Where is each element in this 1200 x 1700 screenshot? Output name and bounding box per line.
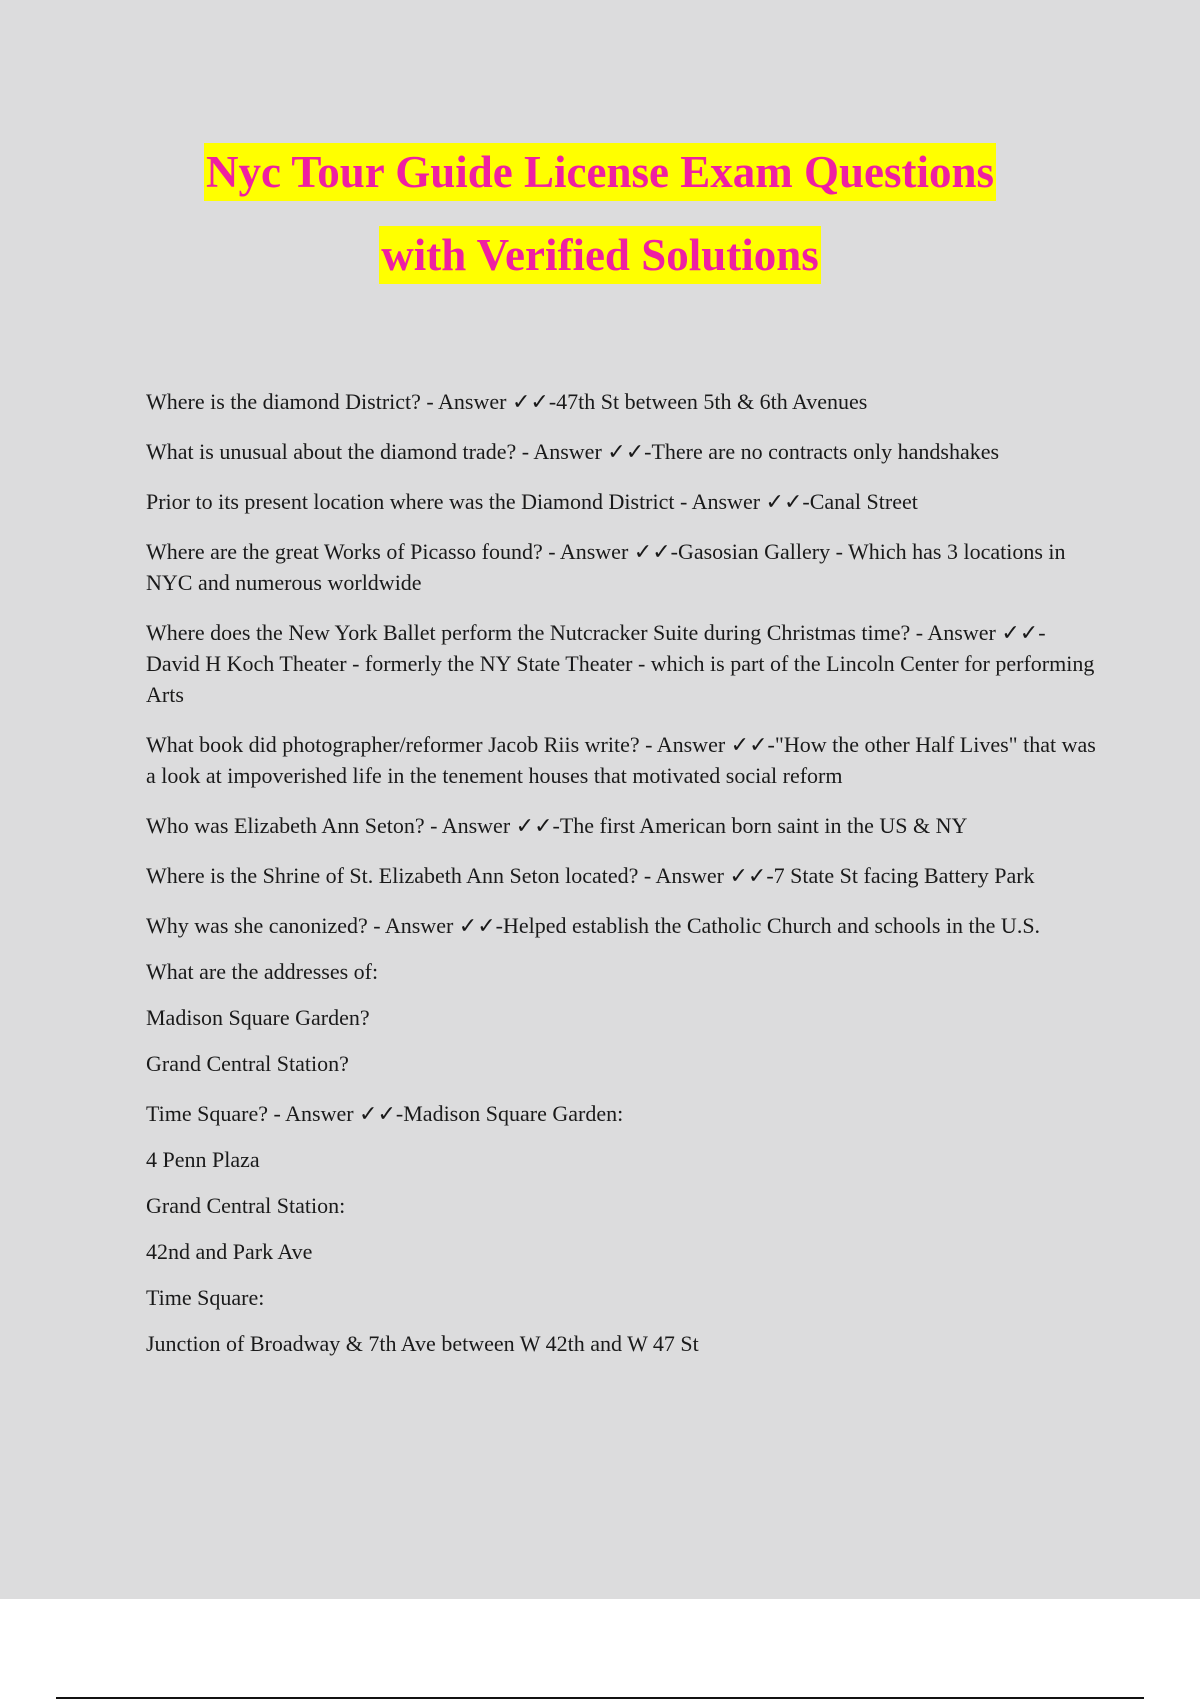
list-item: Grand Central Station? <box>146 1051 349 1076</box>
list-item: Madison Square Garden? <box>146 1005 370 1030</box>
qa-item-canonized: Why was she canonized? - Answer ✓✓-Helped establish the Catholic Church and schools in the U.S. <box>146 913 1041 938</box>
page-divider <box>56 1697 1144 1699</box>
list-item: 42nd and Park Ave <box>146 1239 313 1264</box>
list-item: Grand Central Station: <box>146 1193 346 1218</box>
list-item: What are the addresses of: <box>146 959 379 984</box>
qa-item-diamond-trade: What is unusual about the diamond trade? - Answer ✓✓-There are no contracts only handshakes <box>146 439 1000 464</box>
qa-item-jacob-riis: What book did photographer/reformer Jacob Riis write? - Answer ✓✓-"How the other Half Lives" that was a look at impoverished life in the tenement houses that motivated social reform <box>146 732 1096 788</box>
list-item: Time Square: <box>146 1285 265 1310</box>
qa-item-diamond-district: Where is the diamond District? - Answer ✓✓-47th St between 5th & 6th Avenues <box>146 389 868 414</box>
qa-item-shrine: Where is the Shrine of St. Elizabeth Ann Seton located? - Answer ✓✓-7 State St facing Battery Park <box>146 863 1035 888</box>
qa-item-picasso: Where are the great Works of Picasso found? - Answer ✓✓-Gasosian Gallery - Which has 3 locations in NYC and numerous worldwide <box>146 539 1066 595</box>
qa-item-addresses: Time Square? - Answer ✓✓-Madison Square Garden: <box>146 1101 624 1126</box>
qa-item-nutcracker: Where does the New York Ballet perform the Nutcracker Suite during Christmas time? - Answer ✓✓-David H Koch Theater - formerly the NY State Theater - which is part of the Lincoln Center for performing Arts <box>146 620 1095 707</box>
qa-item-elizabeth-seton: Who was Elizabeth Ann Seton? - Answer ✓✓-The first American born saint in the US & NY <box>146 813 968 838</box>
qa-list <box>146 386 1096 1374</box>
qa-item-prior-location: Prior to its present location where was the Diamond District - Answer ✓✓-Canal Street <box>146 489 918 514</box>
list-item: Junction of Broadway & 7th Ave between W 42th and W 47 St <box>146 1331 699 1356</box>
list-item: 4 Penn Plaza <box>146 1147 260 1172</box>
title-line-1: Nyc Tour Guide License Exam Questions <box>204 143 996 201</box>
document-title <box>0 143 1200 309</box>
title-line-2: with Verified Solutions <box>379 226 821 284</box>
